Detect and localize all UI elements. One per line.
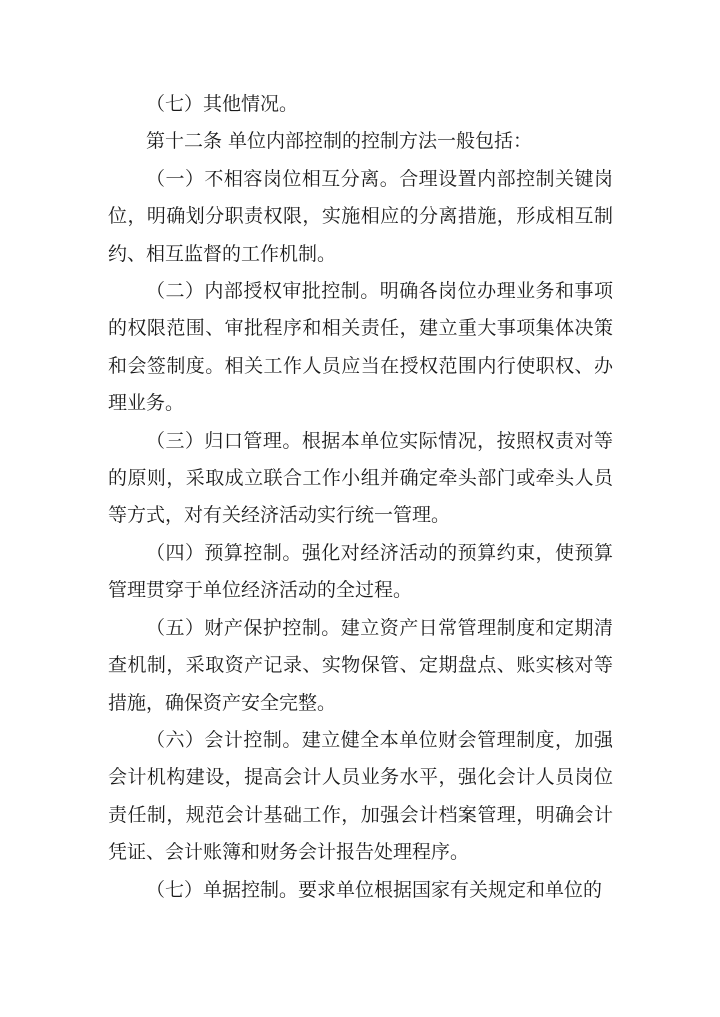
- paragraph-document-control: （七）单据控制。要求单位根据国家有关规定和单位的: [146, 878, 603, 901]
- paragraph-accounting-control: （六）会计控制。建立健全本单位财会管理制度，加强会计机构建设，提高会计人员业务水平，强化会计人员岗位责任制，规范会计基础工作，加强会计档案管理，明确会计凭证、会计账簿和财务会计报告处理程序。: [108, 728, 613, 864]
- paragraph-centralized-management: （三）归口管理。根据本单位实际情况，按照权责对等的原则，采取成立联合工作小组并确定牵头部门或牵头人员等方式，对有关经济活动实行统一管理。: [108, 429, 613, 527]
- document-body: [108, 86, 613, 909]
- paragraph-incompatible-posts-separation: （一）不相容岗位相互分离。合理设置内部控制关键岗位，明确划分职责权限，实施相应的分离措施，形成相互制约、相互监督的工作机制。: [108, 167, 613, 265]
- paragraph-budget-control: （四）预算控制。强化对经济活动的预算约束，使预算管理贯穿于单位经济活动的全过程。: [108, 541, 613, 602]
- paragraph-other-situations: （七）其他情况。: [146, 93, 299, 115]
- paragraph-article-12-heading: 第十二条 单位内部控制的控制方法一般包括：: [146, 130, 533, 153]
- paragraph-authorization-approval-control: （二）内部授权审批控制。明确各岗位办理业务和事项的权限范围、审批程序和相关责任，建立重大事项集体决策和会签制度。相关工作人员应当在授权范围内行使职权、办理业务。: [108, 280, 613, 415]
- paragraph-property-protection-control: （五）财产保护控制。建立资产日常管理制度和定期清查机制，采取资产记录、实物保管、定期盘点、账实核对等措施，确保资产安全完整。: [108, 616, 613, 714]
